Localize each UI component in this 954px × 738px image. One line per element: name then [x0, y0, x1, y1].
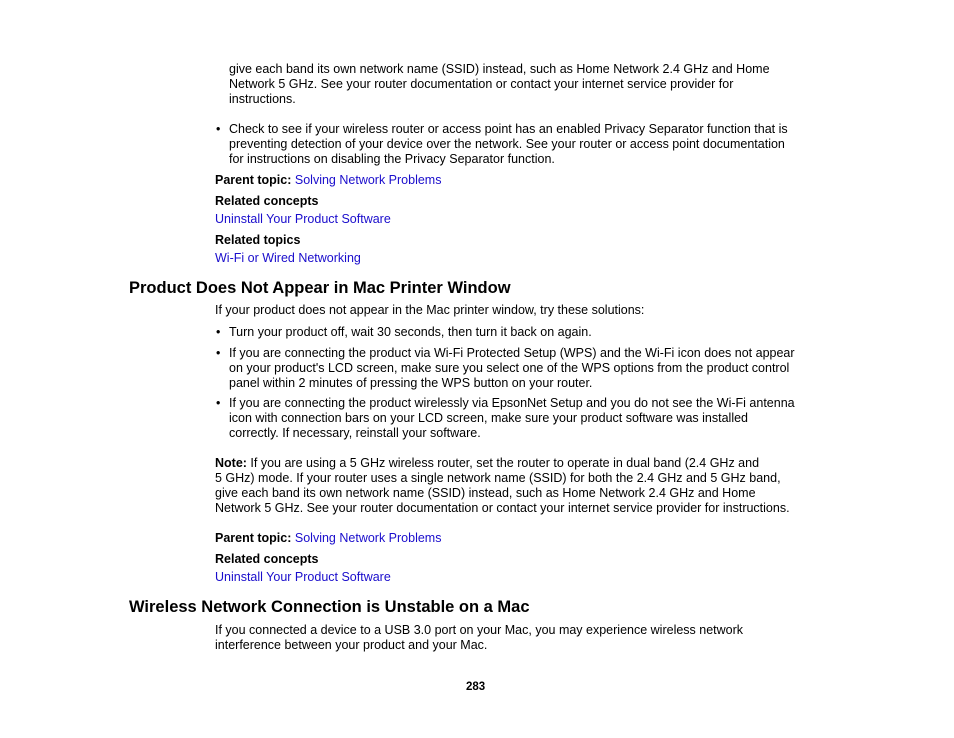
related-concepts-link[interactable]: Uninstall Your Product Software — [215, 570, 391, 584]
text-line: If you are connecting the product via Wi-Fi Protected Setup (WPS) and the Wi-Fi icon does not appear — [229, 346, 795, 360]
text-line: 5 GHz) mode. If your router uses a single network name (SSID) for both the 2.4 GHz and 5 GHz band, — [215, 471, 781, 485]
text-line: correctly. If necessary, reinstall your software. — [229, 426, 481, 440]
related-topics-link[interactable]: Wi-Fi or Wired Networking — [215, 251, 361, 265]
bullet-marker: • — [216, 325, 221, 339]
bullet-marker: • — [216, 346, 221, 360]
bullet-text — [229, 325, 829, 340]
text-line: Network 5 GHz. See your router documentation or contact your internet service provider for — [229, 77, 734, 91]
section-heading: Wireless Network Connection is Unstable on a Mac — [129, 598, 530, 616]
bullet-text — [229, 122, 829, 167]
related-concepts-link[interactable]: Uninstall Your Product Software — [215, 212, 391, 226]
bullet-marker: • — [216, 122, 221, 136]
text-line: give each band its own network name (SSID) instead, such as Home Network 2.4 GHz and Home — [229, 62, 770, 76]
bullet-text — [229, 346, 829, 391]
parent-topic-label: Parent topic: — [215, 173, 292, 187]
page-number: 283 — [466, 681, 486, 693]
continued-note — [229, 62, 770, 107]
note — [215, 456, 835, 516]
text-line: panel within 2 minutes of pressing the WPS button on your router. — [229, 376, 593, 390]
text-line: instructions. — [229, 92, 296, 106]
section-body — [215, 623, 743, 653]
text-line: on your product's LCD screen, make sure you select one of the WPS options from the product control — [229, 361, 790, 375]
text-line: If you are connecting the product wirelessly via EpsonNet Setup and you do not see the Wi-Fi antenna — [229, 396, 795, 410]
related-concepts-label: Related concepts — [215, 194, 319, 208]
text-line: for instructions on disabling the Privacy Separator function. — [229, 152, 555, 166]
text-line: If you are using a 5 GHz wireless router, set the router to operate in dual band (2.4 GHz and — [246, 456, 760, 470]
text-line: icon with connection bars on your LCD screen, make sure your product software was installed — [229, 411, 749, 425]
parent-topic-link[interactable]: Solving Network Problems — [294, 173, 442, 187]
bullet-marker: • — [216, 396, 221, 410]
section-intro: If your product does not appear in the Mac printer window, try these solutions: — [215, 303, 645, 317]
related-topics-label: Related topics — [215, 233, 301, 247]
related-concepts-label: Related concepts — [215, 552, 319, 566]
text-line: Turn your product off, wait 30 seconds, then turn it back on again. — [229, 325, 592, 339]
text-line: Network 5 GHz. See your router documentation or contact your internet service provider for instructions. — [215, 501, 790, 515]
note-label: Note: — [215, 456, 247, 470]
parent-topic — [215, 531, 441, 546]
text-line: give each band its own network name (SSID) instead, such as Home Network 2.4 GHz and Home — [215, 486, 756, 500]
text-line: If you connected a device to a USB 3.0 port on your Mac, you may experience wireless network — [215, 623, 744, 637]
text-line: interference between your product and your Mac. — [215, 638, 488, 652]
parent-topic — [215, 173, 441, 188]
parent-topic-link[interactable]: Solving Network Problems — [294, 531, 442, 545]
section-heading: Product Does Not Appear in Mac Printer Window — [129, 279, 511, 297]
bullet-text — [229, 396, 829, 441]
text-line: preventing detection of your device over the network. See your router or access point documentation — [229, 137, 785, 151]
text-line: Check to see if your wireless router or access point has an enabled Privacy Separator function that is — [229, 122, 788, 136]
parent-topic-label: Parent topic: — [215, 531, 292, 545]
